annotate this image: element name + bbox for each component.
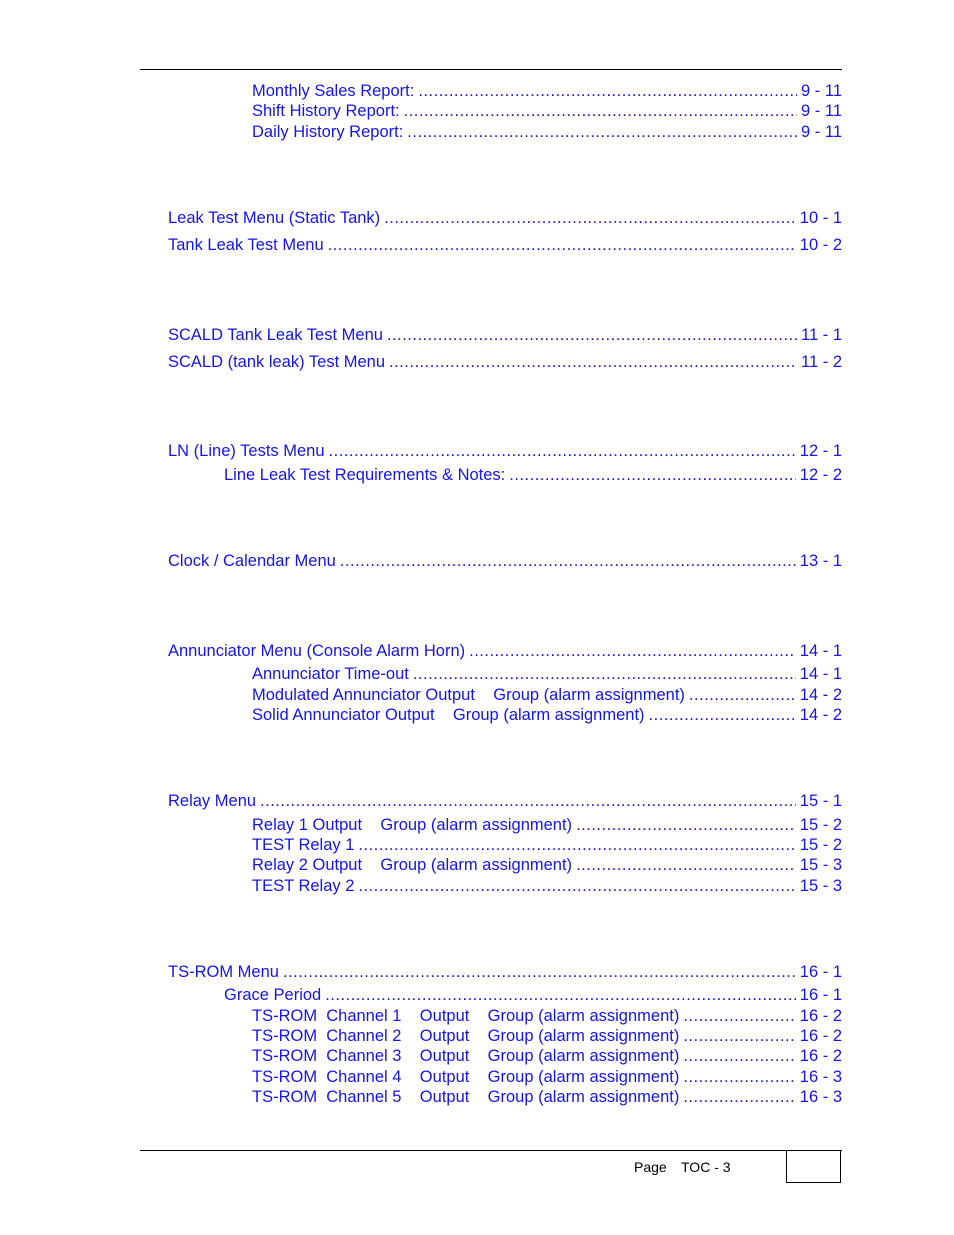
footer-page-number: TOC - 3 [681, 1159, 731, 1175]
toc-entry-relay-menu[interactable] [168, 790, 842, 812]
toc-entry-page: 10 - 1 [799, 209, 842, 227]
dot-leader [469, 640, 796, 662]
dot-leader [683, 1086, 795, 1108]
toc-entry-ts-rom-channel-4[interactable] [252, 1066, 842, 1088]
dot-leader [683, 1045, 795, 1067]
toc-entry-scald-test-menu[interactable] [168, 351, 842, 373]
toc-entry-page: 9 - 11 [801, 102, 842, 120]
toc-entry-ts-rom-channel-1[interactable] [252, 1005, 842, 1027]
toc-entry-relay-2-output[interactable] [252, 854, 842, 876]
toc-entry-ts-rom-channel-3[interactable] [252, 1045, 842, 1067]
dot-leader [389, 351, 797, 373]
dot-leader [404, 100, 797, 122]
dot-leader [418, 80, 797, 102]
toc-entry-label: SCALD (tank leak) Test Menu [168, 353, 386, 371]
toc-entry-clock-calendar-menu[interactable] [168, 550, 842, 572]
toc-entry-label: TS-ROM Channel 4 Output Group (alarm assignment) [252, 1068, 680, 1086]
toc-entry-page: 16 - 2 [799, 1007, 842, 1025]
toc-entry-page: 16 - 3 [799, 1068, 842, 1086]
toc-entry-page: 15 - 3 [799, 856, 842, 874]
dot-leader [413, 663, 796, 685]
toc-entry-label: Grace Period [224, 986, 322, 1004]
dot-leader [260, 790, 796, 812]
dot-leader [325, 984, 796, 1006]
toc-entry-test-relay-1[interactable] [252, 834, 842, 856]
toc-entry-page: 9 - 11 [801, 82, 842, 100]
toc-entry-page: 16 - 1 [799, 963, 842, 981]
toc-entry-page: 13 - 1 [799, 552, 842, 570]
dot-leader [683, 1066, 795, 1088]
toc-entry-annunciator-time-out[interactable] [252, 663, 842, 685]
toc-entry-page: 10 - 2 [799, 236, 842, 254]
toc-entry-page: 9 - 11 [801, 123, 842, 141]
toc-entry-label: Clock / Calendar Menu [168, 552, 336, 570]
dot-leader [328, 234, 796, 256]
page-number-box [786, 1150, 841, 1183]
toc-entry-label: LN (Line) Tests Menu [168, 442, 325, 460]
toc-entry-label: TS-ROM Channel 5 Output Group (alarm assignment) [252, 1088, 680, 1106]
toc-entry-label: Monthly Sales Report: [252, 82, 415, 100]
toc-entry-label: Shift History Report: [252, 102, 400, 120]
toc-entry-line-leak-test-requirements[interactable] [224, 464, 842, 486]
dot-leader [576, 814, 796, 836]
toc-entry-page: 16 - 2 [799, 1047, 842, 1065]
toc-entry-leak-test-menu[interactable] [168, 207, 842, 229]
toc-entry-page: 15 - 2 [799, 836, 842, 854]
toc-entry-label: TS-ROM Menu [168, 963, 279, 981]
toc-entry-label: Relay 2 Output Group (alarm assignment) [252, 856, 573, 874]
toc-entry-page: 14 - 2 [799, 706, 842, 724]
toc-entry-page: 11 - 2 [801, 353, 842, 371]
toc-entry-grace-period[interactable] [224, 984, 842, 1006]
toc-entry-label: Relay Menu [168, 792, 257, 810]
toc-entry-label: TEST Relay 2 [252, 877, 355, 895]
dot-leader [689, 684, 796, 706]
dot-leader [358, 834, 795, 856]
toc-entry-shift-history-report[interactable] [252, 100, 842, 122]
toc-entry-ts-rom-menu[interactable] [168, 961, 842, 983]
toc-entry-ts-rom-channel-2[interactable] [252, 1025, 842, 1047]
toc-entry-label: Relay 1 Output Group (alarm assignment) [252, 816, 573, 834]
toc-entry-label: Tank Leak Test Menu [168, 236, 324, 254]
toc-entry-page: 15 - 3 [799, 877, 842, 895]
dot-leader [683, 1025, 795, 1047]
toc-entry-label: SCALD Tank Leak Test Menu [168, 326, 383, 344]
toc-entry-label: TS-ROM Channel 3 Output Group (alarm assignment) [252, 1047, 680, 1065]
toc-entry-page: 16 - 2 [799, 1027, 842, 1045]
dot-leader [387, 324, 797, 346]
dot-leader [683, 1005, 795, 1027]
dot-leader [329, 440, 796, 462]
toc-entry-label: TEST Relay 1 [252, 836, 355, 854]
toc-entry-page: 14 - 1 [799, 642, 842, 660]
toc-entry-label: TS-ROM Channel 1 Output Group (alarm assignment) [252, 1007, 680, 1025]
toc-entry-page: 11 - 1 [801, 326, 842, 344]
toc-entry-page: 14 - 2 [799, 686, 842, 704]
toc-entry-ln-line-tests-menu[interactable] [168, 440, 842, 462]
toc-entry-modulated-annunciator-output[interactable] [252, 684, 842, 706]
top-rule [140, 69, 842, 70]
toc-entry-label: Leak Test Menu (Static Tank) [168, 209, 381, 227]
toc-entry-annunciator-menu[interactable] [168, 640, 842, 662]
toc-entry-page: 15 - 2 [799, 816, 842, 834]
toc-entry-page: 16 - 3 [799, 1088, 842, 1106]
dot-leader [283, 961, 796, 983]
dot-leader [576, 854, 796, 876]
toc-entry-label: Daily History Report: [252, 123, 404, 141]
footer-page-label: Page [634, 1159, 667, 1175]
toc-entry-label: TS-ROM Channel 2 Output Group (alarm assignment) [252, 1027, 680, 1045]
toc-entry-solid-annunciator-output[interactable] [252, 704, 842, 726]
toc-entry-daily-history-report[interactable] [252, 121, 842, 143]
toc-entry-page: 14 - 1 [799, 665, 842, 683]
toc-entry-ts-rom-channel-5[interactable] [252, 1086, 842, 1108]
toc-entry-tank-leak-test-menu[interactable] [168, 234, 842, 256]
dot-leader [384, 207, 796, 229]
dot-leader [358, 875, 795, 897]
dot-leader [509, 464, 796, 486]
toc-entry-test-relay-2[interactable] [252, 875, 842, 897]
toc-entry-label: Line Leak Test Requirements & Notes: [224, 466, 506, 484]
toc-entry-relay-1-output[interactable] [252, 814, 842, 836]
toc-entry-page: 12 - 2 [799, 466, 842, 484]
dot-leader [649, 704, 796, 726]
toc-entry-label: Annunciator Menu (Console Alarm Horn) [168, 642, 466, 660]
toc-entry-page: 15 - 1 [799, 792, 842, 810]
dot-leader [340, 550, 796, 572]
toc-entry-monthly-sales-report[interactable] [252, 80, 842, 102]
toc-entry-label: Solid Annunciator Output Group (alarm assignment) [252, 706, 645, 724]
toc-entry-scald-tank-leak-test-menu[interactable] [168, 324, 842, 346]
dot-leader [407, 121, 797, 143]
toc-entry-label: Modulated Annunciator Output Group (alarm assignment) [252, 686, 685, 704]
bottom-rule [140, 1150, 842, 1151]
toc-entry-page: 12 - 1 [799, 442, 842, 460]
toc-entry-page: 16 - 1 [799, 986, 842, 1004]
toc-entry-label: Annunciator Time-out [252, 665, 409, 683]
